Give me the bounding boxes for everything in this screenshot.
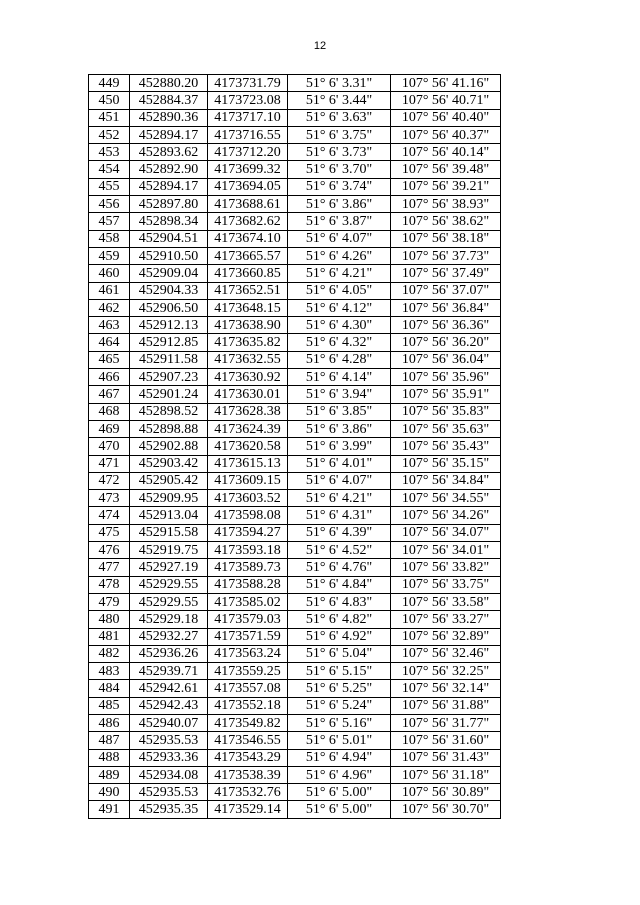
y-coordinate-cell: 4173688.61 xyxy=(208,196,288,213)
y-coordinate-cell: 4173593.18 xyxy=(208,542,288,559)
latitude-cell: 51° 6' 5.16" xyxy=(288,714,391,731)
table-row xyxy=(89,438,501,455)
x-coordinate-cell: 452884.37 xyxy=(130,92,208,109)
y-coordinate-cell: 4173648.15 xyxy=(208,299,288,316)
latitude-cell: 51° 6' 5.24" xyxy=(288,697,391,714)
y-coordinate-cell: 4173585.02 xyxy=(208,593,288,610)
y-coordinate-cell: 4173543.29 xyxy=(208,749,288,766)
y-coordinate-cell: 4173557.08 xyxy=(208,680,288,697)
table-row xyxy=(89,611,501,628)
longitude-cell: 107° 56' 34.84" xyxy=(391,472,501,489)
y-coordinate-cell: 4173598.08 xyxy=(208,507,288,524)
point-number-cell: 457 xyxy=(89,213,130,230)
table-row xyxy=(89,507,501,524)
y-coordinate-cell: 4173620.58 xyxy=(208,438,288,455)
longitude-cell: 107° 56' 34.26" xyxy=(391,507,501,524)
latitude-cell: 51° 6' 4.83" xyxy=(288,593,391,610)
point-number-cell: 473 xyxy=(89,490,130,507)
point-number-cell: 484 xyxy=(89,680,130,697)
point-number-cell: 462 xyxy=(89,299,130,316)
y-coordinate-cell: 4173563.24 xyxy=(208,645,288,662)
y-coordinate-cell: 4173665.57 xyxy=(208,247,288,264)
point-number-cell: 452 xyxy=(89,126,130,143)
point-number-cell: 469 xyxy=(89,420,130,437)
longitude-cell: 107° 56' 30.89" xyxy=(391,784,501,801)
table-row xyxy=(89,576,501,593)
x-coordinate-cell: 452890.36 xyxy=(130,109,208,126)
longitude-cell: 107° 56' 35.15" xyxy=(391,455,501,472)
longitude-cell: 107° 56' 40.40" xyxy=(391,109,501,126)
latitude-cell: 51° 6' 5.04" xyxy=(288,645,391,662)
point-number-cell: 461 xyxy=(89,282,130,299)
table-row xyxy=(89,784,501,801)
longitude-cell: 107° 56' 39.48" xyxy=(391,161,501,178)
table-row xyxy=(89,230,501,247)
table-row xyxy=(89,542,501,559)
table-row xyxy=(89,109,501,126)
longitude-cell: 107° 56' 40.37" xyxy=(391,126,501,143)
point-number-cell: 459 xyxy=(89,247,130,264)
longitude-cell: 107° 56' 30.70" xyxy=(391,801,501,818)
x-coordinate-cell: 452892.90 xyxy=(130,161,208,178)
x-coordinate-cell: 452909.04 xyxy=(130,265,208,282)
table-row xyxy=(89,490,501,507)
table-row xyxy=(89,247,501,264)
latitude-cell: 51° 6' 3.99" xyxy=(288,438,391,455)
y-coordinate-cell: 4173559.25 xyxy=(208,663,288,680)
table-row xyxy=(89,680,501,697)
latitude-cell: 51° 6' 5.01" xyxy=(288,732,391,749)
latitude-cell: 51° 6' 4.52" xyxy=(288,542,391,559)
point-number-cell: 476 xyxy=(89,542,130,559)
latitude-cell: 51° 6' 3.86" xyxy=(288,196,391,213)
table-row xyxy=(89,749,501,766)
point-number-cell: 474 xyxy=(89,507,130,524)
longitude-cell: 107° 56' 36.04" xyxy=(391,351,501,368)
point-number-cell: 458 xyxy=(89,230,130,247)
point-number-cell: 489 xyxy=(89,766,130,783)
longitude-cell: 107° 56' 38.18" xyxy=(391,230,501,247)
longitude-cell: 107° 56' 32.89" xyxy=(391,628,501,645)
y-coordinate-cell: 4173712.20 xyxy=(208,144,288,161)
point-number-cell: 450 xyxy=(89,92,130,109)
table-row xyxy=(89,697,501,714)
point-number-cell: 451 xyxy=(89,109,130,126)
table-row xyxy=(89,351,501,368)
latitude-cell: 51° 6' 4.05" xyxy=(288,282,391,299)
longitude-cell: 107° 56' 33.75" xyxy=(391,576,501,593)
x-coordinate-cell: 452912.85 xyxy=(130,334,208,351)
latitude-cell: 51° 6' 4.96" xyxy=(288,766,391,783)
y-coordinate-cell: 4173638.90 xyxy=(208,317,288,334)
table-row xyxy=(89,628,501,645)
y-coordinate-cell: 4173660.85 xyxy=(208,265,288,282)
y-coordinate-cell: 4173630.01 xyxy=(208,386,288,403)
x-coordinate-cell: 452939.71 xyxy=(130,663,208,680)
y-coordinate-cell: 4173594.27 xyxy=(208,524,288,541)
longitude-cell: 107° 56' 34.07" xyxy=(391,524,501,541)
y-coordinate-cell: 4173609.15 xyxy=(208,472,288,489)
latitude-cell: 51° 6' 4.82" xyxy=(288,611,391,628)
longitude-cell: 107° 56' 41.16" xyxy=(391,75,501,92)
point-number-cell: 491 xyxy=(89,801,130,818)
longitude-cell: 107° 56' 31.77" xyxy=(391,714,501,731)
point-number-cell: 475 xyxy=(89,524,130,541)
y-coordinate-cell: 4173529.14 xyxy=(208,801,288,818)
y-coordinate-cell: 4173549.82 xyxy=(208,714,288,731)
latitude-cell: 51° 6' 3.73" xyxy=(288,144,391,161)
latitude-cell: 51° 6' 5.00" xyxy=(288,801,391,818)
point-number-cell: 486 xyxy=(89,714,130,731)
x-coordinate-cell: 452929.55 xyxy=(130,576,208,593)
x-coordinate-cell: 452942.43 xyxy=(130,697,208,714)
point-number-cell: 488 xyxy=(89,749,130,766)
x-coordinate-cell: 452894.17 xyxy=(130,178,208,195)
y-coordinate-cell: 4173682.62 xyxy=(208,213,288,230)
x-coordinate-cell: 452915.58 xyxy=(130,524,208,541)
table-row xyxy=(89,299,501,316)
table-row xyxy=(89,213,501,230)
point-number-cell: 480 xyxy=(89,611,130,628)
table-row xyxy=(89,593,501,610)
latitude-cell: 51° 6' 4.76" xyxy=(288,559,391,576)
longitude-cell: 107° 56' 40.14" xyxy=(391,144,501,161)
x-coordinate-cell: 452936.26 xyxy=(130,645,208,662)
latitude-cell: 51° 6' 4.94" xyxy=(288,749,391,766)
table-row xyxy=(89,265,501,282)
latitude-cell: 51° 6' 4.21" xyxy=(288,265,391,282)
x-coordinate-cell: 452897.80 xyxy=(130,196,208,213)
latitude-cell: 51° 6' 5.15" xyxy=(288,663,391,680)
y-coordinate-cell: 4173552.18 xyxy=(208,697,288,714)
longitude-cell: 107° 56' 31.18" xyxy=(391,766,501,783)
table-row xyxy=(89,126,501,143)
y-coordinate-cell: 4173699.32 xyxy=(208,161,288,178)
point-number-cell: 472 xyxy=(89,472,130,489)
latitude-cell: 51° 6' 4.12" xyxy=(288,299,391,316)
longitude-cell: 107° 56' 36.84" xyxy=(391,299,501,316)
table-row xyxy=(89,455,501,472)
latitude-cell: 51° 6' 3.31" xyxy=(288,75,391,92)
table-row xyxy=(89,645,501,662)
table-row xyxy=(89,766,501,783)
table-row xyxy=(89,801,501,818)
y-coordinate-cell: 4173588.28 xyxy=(208,576,288,593)
point-number-cell: 455 xyxy=(89,178,130,195)
latitude-cell: 51° 6' 4.39" xyxy=(288,524,391,541)
longitude-cell: 107° 56' 35.96" xyxy=(391,369,501,386)
x-coordinate-cell: 452913.04 xyxy=(130,507,208,524)
x-coordinate-cell: 452901.24 xyxy=(130,386,208,403)
point-number-cell: 479 xyxy=(89,593,130,610)
longitude-cell: 107° 56' 32.25" xyxy=(391,663,501,680)
point-number-cell: 477 xyxy=(89,559,130,576)
x-coordinate-cell: 452898.52 xyxy=(130,403,208,420)
y-coordinate-cell: 4173603.52 xyxy=(208,490,288,507)
y-coordinate-cell: 4173717.10 xyxy=(208,109,288,126)
y-coordinate-cell: 4173630.92 xyxy=(208,369,288,386)
table-row xyxy=(89,524,501,541)
table-row xyxy=(89,559,501,576)
x-coordinate-cell: 452907.23 xyxy=(130,369,208,386)
x-coordinate-cell: 452911.58 xyxy=(130,351,208,368)
table-row xyxy=(89,161,501,178)
latitude-cell: 51° 6' 4.31" xyxy=(288,507,391,524)
point-number-cell: 485 xyxy=(89,697,130,714)
point-number-cell: 487 xyxy=(89,732,130,749)
x-coordinate-cell: 452910.50 xyxy=(130,247,208,264)
y-coordinate-cell: 4173579.03 xyxy=(208,611,288,628)
longitude-cell: 107° 56' 35.83" xyxy=(391,403,501,420)
x-coordinate-cell: 452904.33 xyxy=(130,282,208,299)
table-row xyxy=(89,92,501,109)
longitude-cell: 107° 56' 33.82" xyxy=(391,559,501,576)
point-number-cell: 460 xyxy=(89,265,130,282)
point-number-cell: 467 xyxy=(89,386,130,403)
y-coordinate-cell: 4173635.82 xyxy=(208,334,288,351)
x-coordinate-cell: 452929.55 xyxy=(130,593,208,610)
latitude-cell: 51° 6' 5.00" xyxy=(288,784,391,801)
longitude-cell: 107° 56' 35.63" xyxy=(391,420,501,437)
page-number: 12 xyxy=(313,40,327,52)
point-number-cell: 471 xyxy=(89,455,130,472)
point-number-cell: 449 xyxy=(89,75,130,92)
coordinates-table xyxy=(88,74,501,819)
point-number-cell: 481 xyxy=(89,628,130,645)
point-number-cell: 464 xyxy=(89,334,130,351)
longitude-cell: 107° 56' 35.43" xyxy=(391,438,501,455)
x-coordinate-cell: 452903.42 xyxy=(130,455,208,472)
longitude-cell: 107° 56' 32.14" xyxy=(391,680,501,697)
table-row xyxy=(89,714,501,731)
y-coordinate-cell: 4173532.76 xyxy=(208,784,288,801)
table-row xyxy=(89,75,501,92)
x-coordinate-cell: 452909.95 xyxy=(130,490,208,507)
table-row xyxy=(89,420,501,437)
latitude-cell: 51° 6' 4.07" xyxy=(288,472,391,489)
x-coordinate-cell: 452934.08 xyxy=(130,766,208,783)
x-coordinate-cell: 452933.36 xyxy=(130,749,208,766)
latitude-cell: 51° 6' 3.75" xyxy=(288,126,391,143)
coordinates-table-body xyxy=(89,75,501,819)
x-coordinate-cell: 452902.88 xyxy=(130,438,208,455)
point-number-cell: 483 xyxy=(89,663,130,680)
latitude-cell: 51° 6' 4.21" xyxy=(288,490,391,507)
y-coordinate-cell: 4173624.39 xyxy=(208,420,288,437)
table-row xyxy=(89,334,501,351)
y-coordinate-cell: 4173731.79 xyxy=(208,75,288,92)
y-coordinate-cell: 4173674.10 xyxy=(208,230,288,247)
latitude-cell: 51° 6' 3.44" xyxy=(288,92,391,109)
x-coordinate-cell: 452905.42 xyxy=(130,472,208,489)
x-coordinate-cell: 452894.17 xyxy=(130,126,208,143)
point-number-cell: 453 xyxy=(89,144,130,161)
latitude-cell: 51° 6' 3.87" xyxy=(288,213,391,230)
longitude-cell: 107° 56' 33.58" xyxy=(391,593,501,610)
x-coordinate-cell: 452880.20 xyxy=(130,75,208,92)
x-coordinate-cell: 452929.18 xyxy=(130,611,208,628)
y-coordinate-cell: 4173652.51 xyxy=(208,282,288,299)
longitude-cell: 107° 56' 37.73" xyxy=(391,247,501,264)
longitude-cell: 107° 56' 38.62" xyxy=(391,213,501,230)
y-coordinate-cell: 4173632.55 xyxy=(208,351,288,368)
table-row xyxy=(89,178,501,195)
point-number-cell: 482 xyxy=(89,645,130,662)
table-row xyxy=(89,403,501,420)
table-row xyxy=(89,196,501,213)
latitude-cell: 51° 6' 3.85" xyxy=(288,403,391,420)
point-number-cell: 478 xyxy=(89,576,130,593)
y-coordinate-cell: 4173615.13 xyxy=(208,455,288,472)
table-row xyxy=(89,732,501,749)
latitude-cell: 51° 6' 3.63" xyxy=(288,109,391,126)
latitude-cell: 51° 6' 4.01" xyxy=(288,455,391,472)
longitude-cell: 107° 56' 35.91" xyxy=(391,386,501,403)
y-coordinate-cell: 4173538.39 xyxy=(208,766,288,783)
latitude-cell: 51° 6' 5.25" xyxy=(288,680,391,697)
x-coordinate-cell: 452940.07 xyxy=(130,714,208,731)
x-coordinate-cell: 452898.88 xyxy=(130,420,208,437)
point-number-cell: 490 xyxy=(89,784,130,801)
longitude-cell: 107° 56' 37.07" xyxy=(391,282,501,299)
x-coordinate-cell: 452906.50 xyxy=(130,299,208,316)
longitude-cell: 107° 56' 31.88" xyxy=(391,697,501,714)
longitude-cell: 107° 56' 37.49" xyxy=(391,265,501,282)
y-coordinate-cell: 4173628.38 xyxy=(208,403,288,420)
latitude-cell: 51° 6' 4.32" xyxy=(288,334,391,351)
table-row xyxy=(89,472,501,489)
longitude-cell: 107° 56' 31.60" xyxy=(391,732,501,749)
x-coordinate-cell: 452912.13 xyxy=(130,317,208,334)
x-coordinate-cell: 452893.62 xyxy=(130,144,208,161)
x-coordinate-cell: 452935.53 xyxy=(130,784,208,801)
latitude-cell: 51° 6' 4.28" xyxy=(288,351,391,368)
table-row xyxy=(89,144,501,161)
latitude-cell: 51° 6' 3.86" xyxy=(288,420,391,437)
y-coordinate-cell: 4173546.55 xyxy=(208,732,288,749)
point-number-cell: 456 xyxy=(89,196,130,213)
x-coordinate-cell: 452935.35 xyxy=(130,801,208,818)
latitude-cell: 51° 6' 4.84" xyxy=(288,576,391,593)
point-number-cell: 465 xyxy=(89,351,130,368)
point-number-cell: 466 xyxy=(89,369,130,386)
point-number-cell: 454 xyxy=(89,161,130,178)
y-coordinate-cell: 4173571.59 xyxy=(208,628,288,645)
table-row xyxy=(89,369,501,386)
latitude-cell: 51° 6' 3.94" xyxy=(288,386,391,403)
x-coordinate-cell: 452932.27 xyxy=(130,628,208,645)
table-row xyxy=(89,386,501,403)
y-coordinate-cell: 4173589.73 xyxy=(208,559,288,576)
longitude-cell: 107° 56' 34.01" xyxy=(391,542,501,559)
x-coordinate-cell: 452942.61 xyxy=(130,680,208,697)
longitude-cell: 107° 56' 38.93" xyxy=(391,196,501,213)
latitude-cell: 51° 6' 4.26" xyxy=(288,247,391,264)
x-coordinate-cell: 452919.75 xyxy=(130,542,208,559)
table-row xyxy=(89,663,501,680)
y-coordinate-cell: 4173694.05 xyxy=(208,178,288,195)
point-number-cell: 463 xyxy=(89,317,130,334)
latitude-cell: 51° 6' 4.07" xyxy=(288,230,391,247)
longitude-cell: 107° 56' 33.27" xyxy=(391,611,501,628)
latitude-cell: 51° 6' 4.92" xyxy=(288,628,391,645)
latitude-cell: 51° 6' 3.74" xyxy=(288,178,391,195)
longitude-cell: 107° 56' 31.43" xyxy=(391,749,501,766)
longitude-cell: 107° 56' 36.36" xyxy=(391,317,501,334)
point-number-cell: 468 xyxy=(89,403,130,420)
latitude-cell: 51° 6' 4.14" xyxy=(288,369,391,386)
x-coordinate-cell: 452927.19 xyxy=(130,559,208,576)
y-coordinate-cell: 4173723.08 xyxy=(208,92,288,109)
x-coordinate-cell: 452935.53 xyxy=(130,732,208,749)
longitude-cell: 107° 56' 40.71" xyxy=(391,92,501,109)
x-coordinate-cell: 452904.51 xyxy=(130,230,208,247)
latitude-cell: 51° 6' 4.30" xyxy=(288,317,391,334)
x-coordinate-cell: 452898.34 xyxy=(130,213,208,230)
table-row xyxy=(89,282,501,299)
point-number-cell: 470 xyxy=(89,438,130,455)
longitude-cell: 107° 56' 36.20" xyxy=(391,334,501,351)
y-coordinate-cell: 4173716.55 xyxy=(208,126,288,143)
longitude-cell: 107° 56' 39.21" xyxy=(391,178,501,195)
latitude-cell: 51° 6' 3.70" xyxy=(288,161,391,178)
longitude-cell: 107° 56' 32.46" xyxy=(391,645,501,662)
table-row xyxy=(89,317,501,334)
longitude-cell: 107° 56' 34.55" xyxy=(391,490,501,507)
